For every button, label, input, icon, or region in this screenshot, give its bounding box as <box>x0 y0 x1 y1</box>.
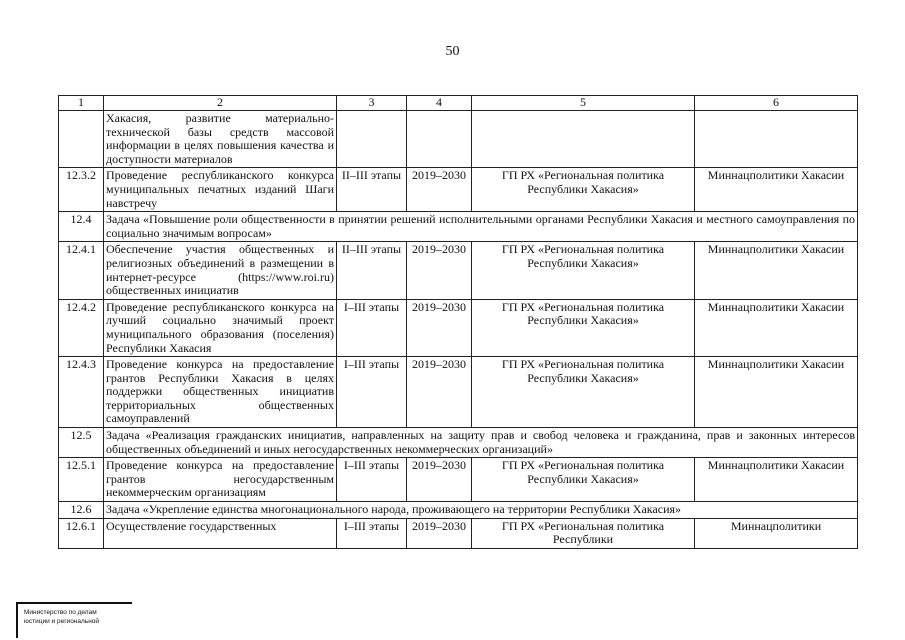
item-stages: II–III этапы <box>337 168 407 212</box>
table-row <box>59 299 858 356</box>
item-description: Проведение республиканского конкурса на лучший социально значимый проект муниципального образования (поселения) Республики Хакасия <box>104 299 337 356</box>
item-number <box>59 111 104 168</box>
table-row <box>59 111 858 168</box>
item-number: 12.3.2 <box>59 168 104 212</box>
item-number: 12.6.1 <box>59 518 104 548</box>
item-stages: I–III этапы <box>337 458 407 502</box>
item-executor <box>695 111 858 168</box>
table-row <box>59 458 858 502</box>
item-number: 12.4.2 <box>59 299 104 356</box>
item-stages: I–III этапы <box>337 518 407 548</box>
task-number: 12.4 <box>59 212 104 242</box>
item-years: 2019–2030 <box>407 518 472 548</box>
column-number: 4 <box>407 96 472 111</box>
item-program: ГП РХ «Региональная политика Республики Хакасия» <box>472 168 695 212</box>
item-years: 2019–2030 <box>407 242 472 299</box>
item-stages: II–III этапы <box>337 242 407 299</box>
item-number: 12.4.3 <box>59 357 104 428</box>
item-executor: Миннацполитики Хакасии <box>695 299 858 356</box>
item-years: 2019–2030 <box>407 299 472 356</box>
item-number: 12.5.1 <box>59 458 104 502</box>
table-row <box>59 357 858 428</box>
item-executor: Миннацполитики Хакасии <box>695 458 858 502</box>
item-stages: I–III этапы <box>337 357 407 428</box>
ministry-stamp <box>16 602 132 638</box>
item-number: 12.4.1 <box>59 242 104 299</box>
stamp-line: Министерство по делам <box>24 609 97 616</box>
item-program: ГП РХ «Региональная политика Республики Хакасия» <box>472 357 695 428</box>
item-years: 2019–2030 <box>407 458 472 502</box>
item-stages: I–III этапы <box>337 299 407 356</box>
item-description: Осуществление государственных <box>104 518 337 548</box>
item-description: Проведение республиканского конкурса муниципальных печатных изданий Шаги навстречу <box>104 168 337 212</box>
table-row <box>59 242 858 299</box>
stamp-line: юстиции и региональной <box>24 618 100 625</box>
item-executor: Миннацполитики Хакасии <box>695 242 858 299</box>
item-description: Проведение конкурса на предоставление грантов негосударственным некоммерческим организациям <box>104 458 337 502</box>
task-text: Задача «Повышение роли общественности в принятии решений исполнительными органами Республики Хакасия и местного самоуправления по социально значимым вопросам» <box>104 212 858 242</box>
item-description: Проведение конкурса на предоставление грантов Республики Хакасия в целях поддержки общественных инициатив территориальных общественных самоуправлений <box>104 357 337 428</box>
item-description: Хакасия, развитие материально-технической базы средств массовой информации в целях повышения качества и доступности материалов <box>104 111 337 168</box>
item-stages <box>337 111 407 168</box>
task-row <box>59 502 858 519</box>
item-program: ГП РХ «Региональная политика Республики Хакасия» <box>472 242 695 299</box>
column-number: 2 <box>104 96 337 111</box>
item-executor: Миннацполитики <box>695 518 858 548</box>
item-years <box>407 111 472 168</box>
plan-table <box>58 95 858 549</box>
item-executor: Миннацполитики Хакасии <box>695 357 858 428</box>
table-row <box>59 168 858 212</box>
task-row <box>59 212 858 242</box>
plan-table-body <box>59 96 858 549</box>
column-number: 3 <box>337 96 407 111</box>
column-number: 1 <box>59 96 104 111</box>
item-years: 2019–2030 <box>407 168 472 212</box>
column-number: 5 <box>472 96 695 111</box>
item-description: Обеспечение участия общественных и религиозных объединений в размещении в интернет-ресурсе (https://www.roi.ru) общественных инициатив <box>104 242 337 299</box>
table-row <box>59 518 858 548</box>
item-program: ГП РХ «Региональная политика Республики <box>472 518 695 548</box>
task-row <box>59 428 858 458</box>
item-program: ГП РХ «Региональная политика Республики Хакасия» <box>472 299 695 356</box>
task-number: 12.5 <box>59 428 104 458</box>
task-text: Задача «Укрепление единства многонационального народа, проживающего на территории Республики Хакасия» <box>104 502 858 519</box>
task-number: 12.6 <box>59 502 104 519</box>
page-number: 50 <box>445 44 460 59</box>
item-years: 2019–2030 <box>407 357 472 428</box>
column-number-row <box>59 96 858 111</box>
item-executor: Миннацполитики Хакасии <box>695 168 858 212</box>
column-number: 6 <box>695 96 858 111</box>
task-text: Задача «Реализация гражданских инициатив, направленных на защиту прав и свобод человека и гражданина, прав и законных интересов общественных объединений и иных негосударственных некоммерческих организаций» <box>104 428 858 458</box>
item-program: ГП РХ «Региональная политика Республики Хакасия» <box>472 458 695 502</box>
item-program <box>472 111 695 168</box>
